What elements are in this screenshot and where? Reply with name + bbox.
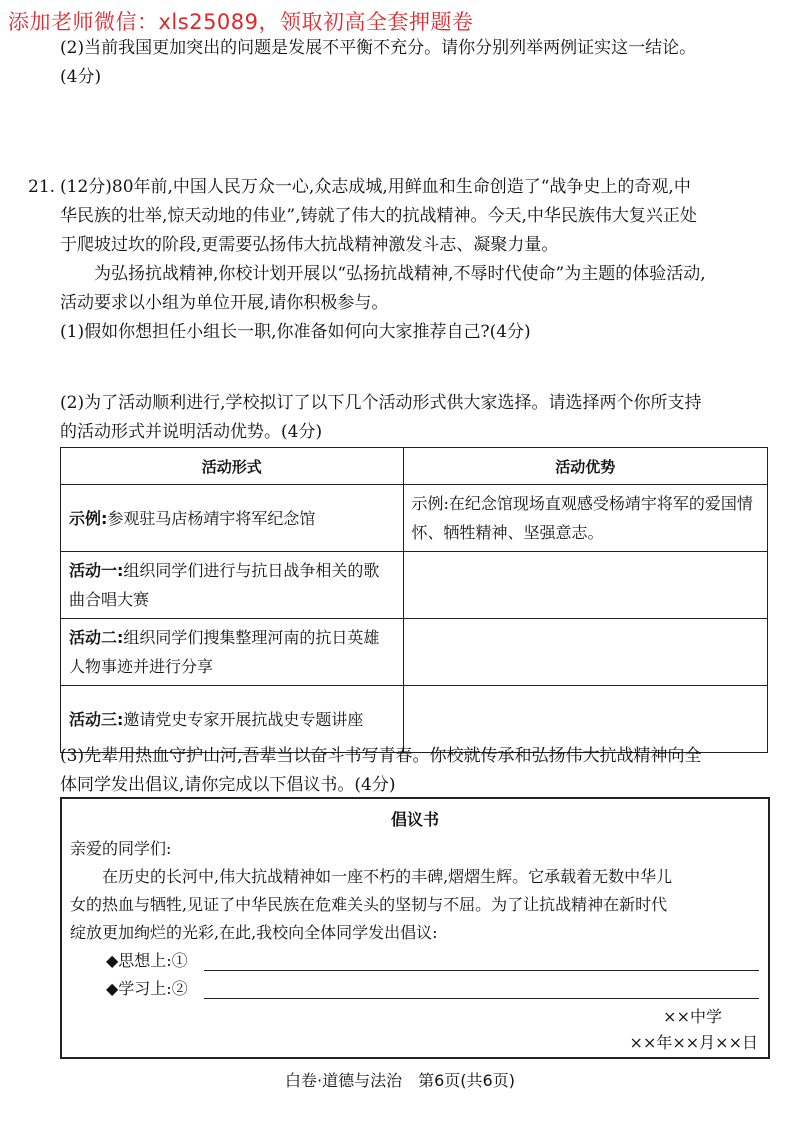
row-lead: 活动二: — [69, 628, 124, 647]
proposal-date: ××年××月××日 — [629, 1033, 758, 1052]
proposal-item-study: ◆学习上:② — [106, 979, 188, 998]
activity-form-cell — [61, 485, 404, 552]
intro-line: 华民族的壮举,惊天动地的伟业”,铸就了伟大的抗战精神。今天,中华民族伟大复兴正处 — [60, 206, 697, 226]
activity-form-cell — [61, 552, 404, 619]
activity-form-text: 组织同学们搜集整理河南的抗日英雄人物事迹并进行分享 — [69, 628, 380, 676]
table-row — [61, 485, 768, 552]
sub-question-3-line2: 体同学发出倡议,请你完成以下倡议书。(4分) — [60, 775, 396, 795]
activity-form-text: 邀请党史专家开展抗战史专题讲座 — [123, 709, 364, 729]
sub-question-1: (1)假如你想担任小组长一职,你准备如何向大家推荐自己?(4分) — [60, 322, 531, 342]
proposal-greeting: 亲爱的同学们: — [70, 839, 172, 858]
row-lead: 示例: — [69, 508, 108, 528]
row-lead: 活动一: — [69, 561, 124, 580]
activity-form-cell — [61, 619, 404, 686]
watermark: 添加老师微信：xls25089，领取初高全套押题卷 — [8, 10, 474, 34]
proposal-box — [60, 797, 770, 1059]
table-row — [61, 619, 768, 686]
intro-line: (12分)80年前,中国人民万众一心,众志成城,用鲜血和生命创造了“战争史上的奇观,中 — [60, 177, 691, 197]
intro-line: 为弘扬抗战精神,你校计划开展以“弘扬抗战精神,不辱时代使命”为主题的体验活动, — [94, 264, 706, 284]
row-lead: 活动三: — [69, 709, 124, 729]
proposal-signer: ××中学 — [663, 1007, 722, 1026]
sub-question-3-line1: (3)先辈用热血守护山河,吾辈当以奋斗书写青春。你校就传承和弘扬伟大抗战精神向全 — [60, 746, 702, 766]
proposal-body-line: 绽放更加绚烂的光彩,在此,我校向全体同学发出倡议: — [70, 923, 438, 942]
activity-advantage-cell[interactable] — [403, 619, 768, 686]
proposal-title: 倡议书 — [390, 810, 439, 829]
column-header-advantage: 活动优势 — [403, 448, 768, 485]
activity-table — [60, 447, 768, 753]
page-footer: 白卷·道德与法治 第6页(共6页) — [285, 1071, 515, 1090]
activity-advantage-cell: 示例:在纪念馆现场直观感受杨靖宇将军的爱国情怀、牺牲精神、坚强意志。 — [403, 485, 768, 552]
intro-line: 于爬坡过坎的阶段,更需要弘扬伟大抗战精神激发斗志、凝聚力量。 — [60, 235, 559, 255]
activity-advantage-cell[interactable] — [403, 552, 768, 619]
question-number: 21. — [28, 177, 56, 197]
proposal-item-thought: ◆思想上:① — [106, 951, 188, 970]
answer-line-2[interactable] — [204, 998, 759, 999]
activity-form-text: 组织同学们进行与抗日战争相关的歌曲合唱大赛 — [69, 561, 380, 609]
activity-form-text: 参观驻马店杨靖宇将军纪念馆 — [107, 508, 316, 528]
table-header-row — [61, 448, 768, 485]
proposal-body-line: 在历史的长河中,伟大抗战精神如一座不朽的丰碑,熠熠生辉。它承载着无数中华儿 — [102, 867, 673, 886]
q20-part2-line2: (4分) — [60, 67, 102, 87]
answer-line-1[interactable] — [204, 970, 759, 971]
sub-question-2-line1: (2)为了活动顺利进行,学校拟订了以下几个活动形式供大家选择。请选择两个你所支持 — [60, 393, 702, 413]
intro-line: 活动要求以小组为单位开展,请你积极参与。 — [60, 293, 389, 313]
sub-question-2-line2: 的活动形式并说明活动优势。(4分) — [60, 422, 323, 442]
proposal-body-line: 女的热血与牺牲,见证了中华民族在危难关头的坚韧与不屈。为了让抗战精神在新时代 — [70, 895, 668, 914]
column-header-form: 活动形式 — [61, 448, 404, 485]
q20-part2-line1: (2)当前我国更加突出的问题是发展不平衡不充分。请你分别列举两例证实这一结论。 — [60, 38, 697, 58]
table-row — [61, 552, 768, 619]
